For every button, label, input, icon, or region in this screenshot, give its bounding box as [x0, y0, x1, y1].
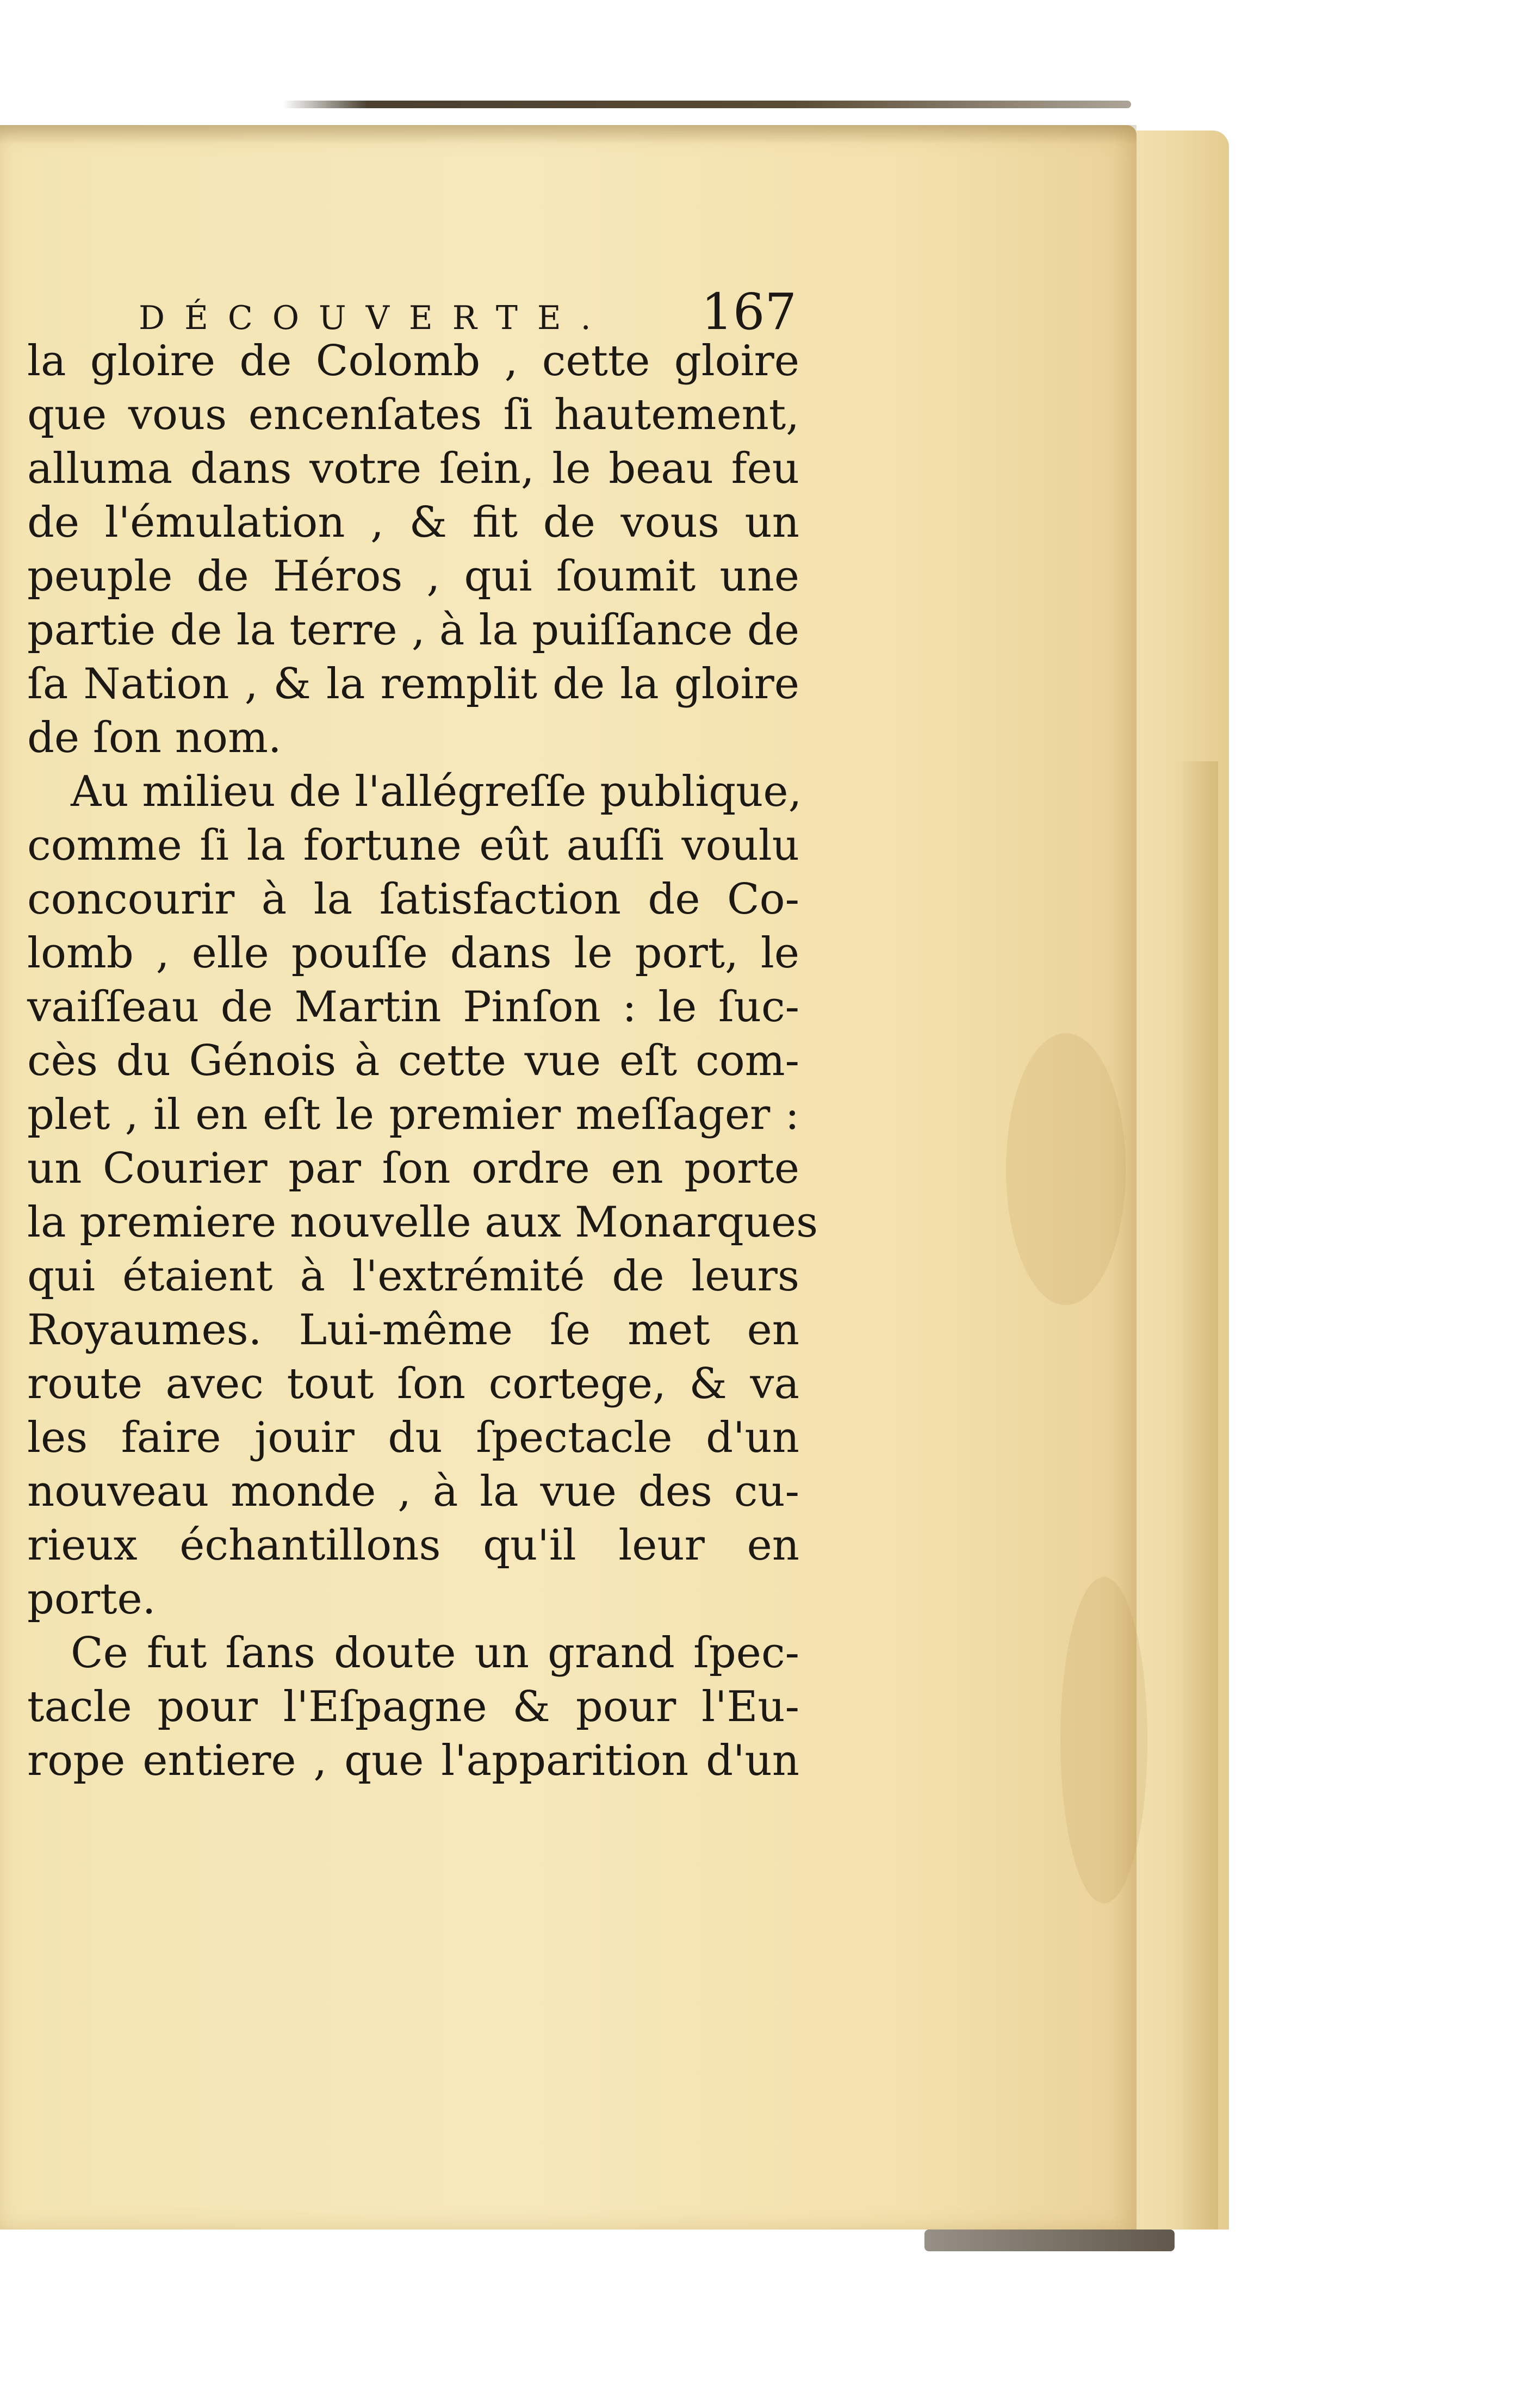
text-line: vaiſſeau de Martin Pinſon : le ſuc-: [27, 983, 799, 1032]
running-title: DÉCOUVERTE.: [139, 299, 611, 337]
text-line: partie de la terre , à la puiſſance de: [27, 606, 799, 655]
running-header: [139, 283, 797, 341]
text-line: rope entiere , que l'apparition d'un: [27, 1736, 799, 1785]
text-line: porte.: [27, 1575, 156, 1624]
text-line: que vous encenſates ſi hautement,: [27, 390, 799, 439]
text-line: un Courier par ſon ordre en porte: [27, 1144, 799, 1193]
text-line: qui étaient à l'extrémité de leurs: [27, 1252, 799, 1301]
text-line: plet , il en eſt le premier meſſager :: [27, 1090, 799, 1139]
text-line: route avec tout ſon cortege, & va: [27, 1359, 799, 1408]
text-line: concourir à la ſatisfaction de Co-: [27, 875, 799, 924]
text-line: lomb , elle pouſſe dans le port, le: [27, 929, 799, 978]
binding-bottom-edge: [924, 2230, 1175, 2251]
text-line: alluma dans votre ſein, le beau feu: [27, 444, 799, 493]
page-edge-stain: [1175, 761, 1218, 2230]
paper-stain: [1006, 1033, 1126, 1305]
paper-stain: [1060, 1577, 1147, 1903]
text-line: Au milieu de l'allégreſſe publique,: [71, 767, 802, 816]
text-line: la gloire de Colomb , cette gloire: [27, 337, 799, 386]
text-line: peuple de Héros , qui ſoumit une: [27, 552, 799, 601]
text-line: ſa Nation , & la remplit de la gloire: [27, 660, 799, 709]
binding-top-edge: [283, 101, 1131, 108]
text-line: rieux échantillons qu'il leur en: [27, 1521, 799, 1570]
page-number: 167: [701, 283, 797, 341]
page-top-shadow: [0, 125, 1137, 144]
text-line: Ce fut ſans doute un grand ſpec-: [71, 1629, 799, 1678]
text-line: comme ſi la fortune eût auſſi voulu: [27, 821, 799, 870]
text-line: les faire jouir du ſpectacle d'un: [27, 1413, 799, 1462]
text-line: de ſon nom.: [27, 713, 282, 762]
text-line: Royaumes. Lui-même ſe met en: [27, 1306, 799, 1355]
text-line: tacle pour l'Eſpagne & pour l'Eu-: [27, 1682, 799, 1731]
body-text: [27, 334, 818, 1788]
text-line: de l'émulation , & fit de vous un: [27, 498, 799, 547]
text-line: nouveau monde , à la vue des cu-: [27, 1467, 799, 1516]
text-line: la premiere nouvelle aux Monarques: [27, 1198, 818, 1247]
text-line: cès du Génois à cette vue eſt com-: [27, 1036, 799, 1085]
